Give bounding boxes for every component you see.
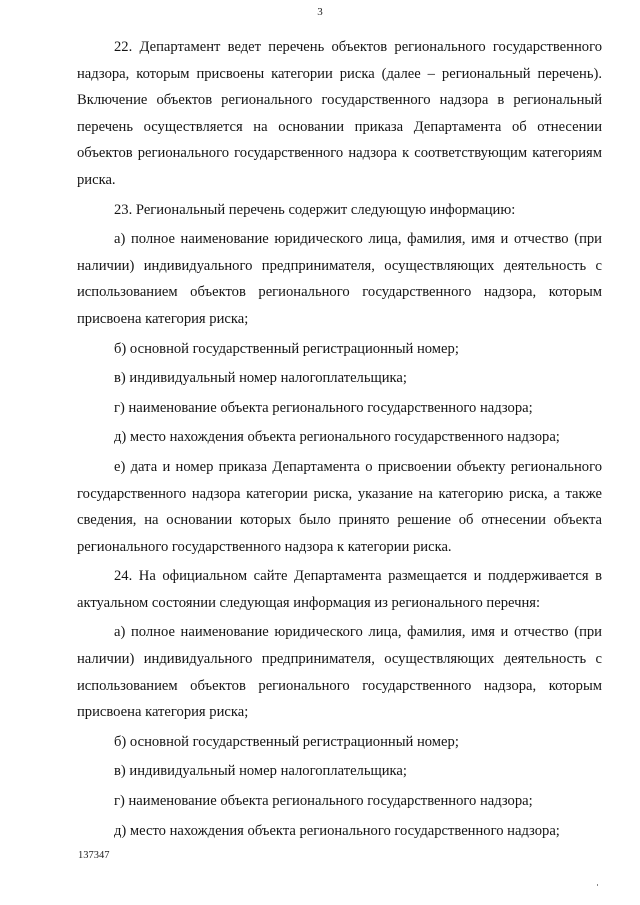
- paragraph-23-item-e: е) дата и номер приказа Департамента о присвоении объекту регионального государственного надзора категории риска, указание на категорию риска, а также сведения, на основании которых было принято решение об отнесении объекта регионального государственного надзора к категории риска.: [77, 458, 602, 555]
- paragraph-23: 23. Региональный перечень содержит следующую информацию:: [114, 201, 516, 218]
- paragraph-24-item-v: в) индивидуальный номер налогоплательщика;: [114, 763, 407, 780]
- paragraph-23-item-g: г) наименование объекта регионального государственного надзора;: [114, 399, 533, 416]
- scan-speck: [597, 884, 598, 886]
- paragraph-24-item-a: а) полное наименование юридического лица, фамилия, имя и отчество (при наличии) индивидуального предпринимателя, осуществляющих деятельность с использованием объектов регионального государственного надзора, которым присвоена категория риска;: [77, 624, 602, 721]
- paragraph-23-item-b: б) основной государственный регистрационный номер;: [114, 340, 459, 357]
- document-body: [77, 34, 602, 844]
- document-code: 137347: [78, 850, 110, 861]
- page-number: 3: [317, 6, 323, 18]
- paragraph-24-item-b: б) основной государственный регистрационный номер;: [114, 733, 459, 750]
- paragraph-22: 22. Департамент ведет перечень объектов регионального государственного надзора, которым присвоены категории риска (далее – региональный перечень). Включение объектов регионального государственного надзора в региональный перечень осуществляется на основании приказа Департамента об отнесении объектов регионального государственного надзора к соответствующим категориям риска.: [77, 39, 602, 188]
- paragraph-23-item-v: в) индивидуальный номер налогоплательщика;: [114, 370, 407, 387]
- paragraph-24-item-d: д) место нахождения объекта регионального государственного надзора;: [114, 822, 560, 839]
- paragraph-24-item-g: г) наименование объекта регионального государственного надзора;: [114, 793, 533, 810]
- paragraph-23-item-d: д) место нахождения объекта регионального государственного надзора;: [114, 429, 560, 446]
- paragraph-23-item-a: а) полное наименование юридического лица, фамилия, имя и отчество (при наличии) индивидуального предпринимателя, осуществляющих деятельность с использованием объектов регионального государственного надзора, которым присвоена категория риска;: [77, 231, 602, 327]
- paragraph-24: 24. На официальном сайте Департамента размещается и поддерживается в актуальном состоянии следующая информация из регионального перечня:: [77, 568, 602, 611]
